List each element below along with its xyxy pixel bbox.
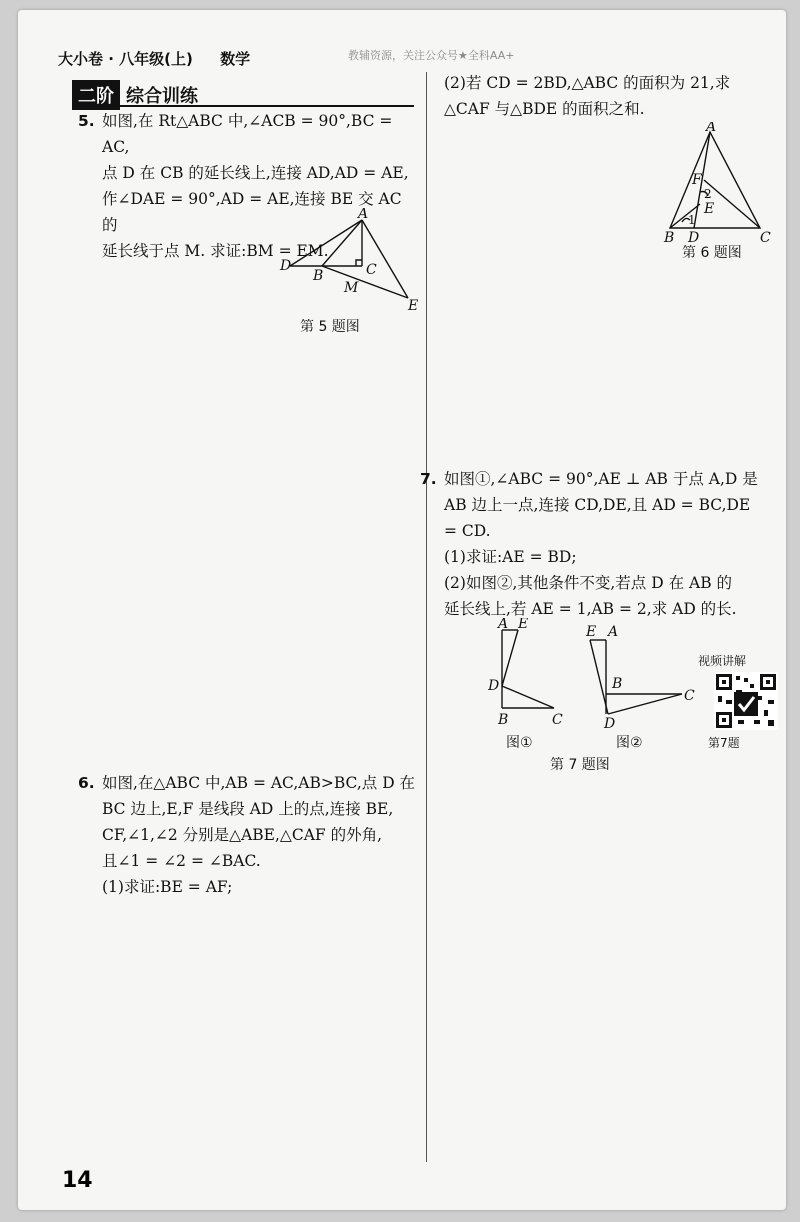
- problem-6-figure: [658, 122, 778, 246]
- problem-7-line: AB 边上一点,连接 CD,DE,且 AD = BC,DE: [444, 496, 751, 514]
- qr-code[interactable]: [710, 670, 782, 732]
- page: [18, 10, 786, 1210]
- problem-7-line: = CD.: [444, 522, 491, 540]
- subject-label: 数学: [220, 50, 251, 68]
- problem-6-part-2: [444, 70, 784, 122]
- book-title: 大小卷 · 八年级(上): [58, 50, 193, 68]
- qr-top-label: 视频讲解: [698, 654, 747, 668]
- page-number: 14: [62, 1168, 93, 1193]
- problem-6-line: 如图,在△ABC 中,AB = AC,AB>BC,点 D 在: [102, 774, 416, 792]
- fig7b-label-D: D: [604, 716, 616, 732]
- fig6-label-C: C: [760, 230, 771, 242]
- problem-6-line: BC 边上,E,F 是线段 AD 上的点,连接 BE,: [102, 800, 394, 818]
- problem-5-line: 如图,在 Rt△ABC 中,∠ACB = 90°,BC = AC,: [102, 112, 393, 156]
- problem-6-line: 且∠1 = ∠2 = ∠BAC.: [102, 852, 261, 870]
- section-underline: [72, 105, 414, 107]
- book-header: [58, 48, 250, 69]
- fig7b-label-C: C: [684, 688, 695, 704]
- problem-7-figure-1: [488, 618, 578, 732]
- qr-bottom-label: 第7题: [708, 736, 740, 750]
- problem-6-line: CF,∠1,∠2 分别是△ABE,△CAF 的外角,: [102, 826, 383, 844]
- fig6-label-E: E: [704, 201, 715, 217]
- problem-7-line: (1)求证:AE = BD;: [444, 548, 577, 566]
- fig5-label-M: M: [344, 280, 359, 296]
- fig6-label-2: 2: [704, 187, 712, 201]
- problem-6-caption: 第 6 题图: [682, 245, 742, 261]
- fig6-label-D: D: [688, 230, 700, 242]
- problem-7-figure-2: [578, 622, 698, 736]
- section-badge: 二阶: [72, 80, 120, 110]
- fig7a-label-A: A: [498, 618, 509, 632]
- fig5-label-A: A: [358, 208, 369, 222]
- problem-7-line: (2)如图②,其他条件不变,若点 D 在 AB 的: [444, 574, 733, 592]
- problem-7-caption: 第 7 题图: [550, 757, 610, 773]
- watermark-text: 教辅资源，关注公众号★全科AA+: [348, 49, 515, 62]
- problem-5-number: 5.: [78, 112, 95, 130]
- problem-7-line: 如图①,∠ABC = 90°,AE ⊥ AB 于点 A,D 是: [444, 470, 758, 488]
- problem-5-caption: 第 5 题图: [300, 319, 360, 335]
- fig7a-label-B: B: [498, 712, 509, 728]
- problem-6: [78, 770, 422, 900]
- fig5-label-C: C: [366, 262, 377, 278]
- fig6-label-A: A: [706, 122, 717, 135]
- fig5-label-B: B: [313, 268, 324, 284]
- fig5-label-E: E: [408, 298, 419, 314]
- problem-5-line: 延长线于点 M. 求证:BM = EM.: [102, 242, 329, 260]
- problem-6-part-2-line: △CAF 与△BDE 的面积之和.: [444, 100, 645, 118]
- fig7a-label-C: C: [552, 712, 563, 728]
- fig6-label-1: 1: [688, 213, 696, 227]
- fig5-label-D: D: [280, 258, 292, 274]
- fig7b-label-E: E: [586, 624, 597, 640]
- problem-7: [420, 466, 784, 622]
- problem-5-figure: [258, 208, 428, 322]
- section-title: 综合训练: [126, 86, 198, 107]
- problem-5-line: 作∠DAE = 90°,AD = AE,连接 BE 交 AC 的: [102, 190, 402, 234]
- fig7b-label-B: B: [612, 676, 623, 692]
- fig7b-label-A: A: [608, 624, 619, 640]
- fig7a-label-D: D: [488, 678, 500, 694]
- figure-1-caption: 图①: [506, 735, 533, 751]
- problem-7-line: 延长线上,若 AE = 1,AB = 2,求 AD 的长.: [444, 600, 737, 618]
- problem-6-part-2-line: (2)若 CD = 2BD,△ABC 的面积为 21,求: [444, 74, 731, 92]
- problem-6-line: (1)求证:BE = AF;: [102, 878, 233, 896]
- problem-7-number: 7.: [420, 470, 437, 488]
- fig6-label-B: B: [664, 230, 675, 242]
- figure-2-caption: 图②: [616, 735, 643, 751]
- problem-6-number: 6.: [78, 774, 95, 792]
- fig7a-label-E: E: [518, 618, 529, 632]
- problem-5-line: 点 D 在 CB 的延长线上,连接 AD,AD = AE,: [102, 164, 409, 182]
- fig6-label-F: F: [692, 172, 702, 188]
